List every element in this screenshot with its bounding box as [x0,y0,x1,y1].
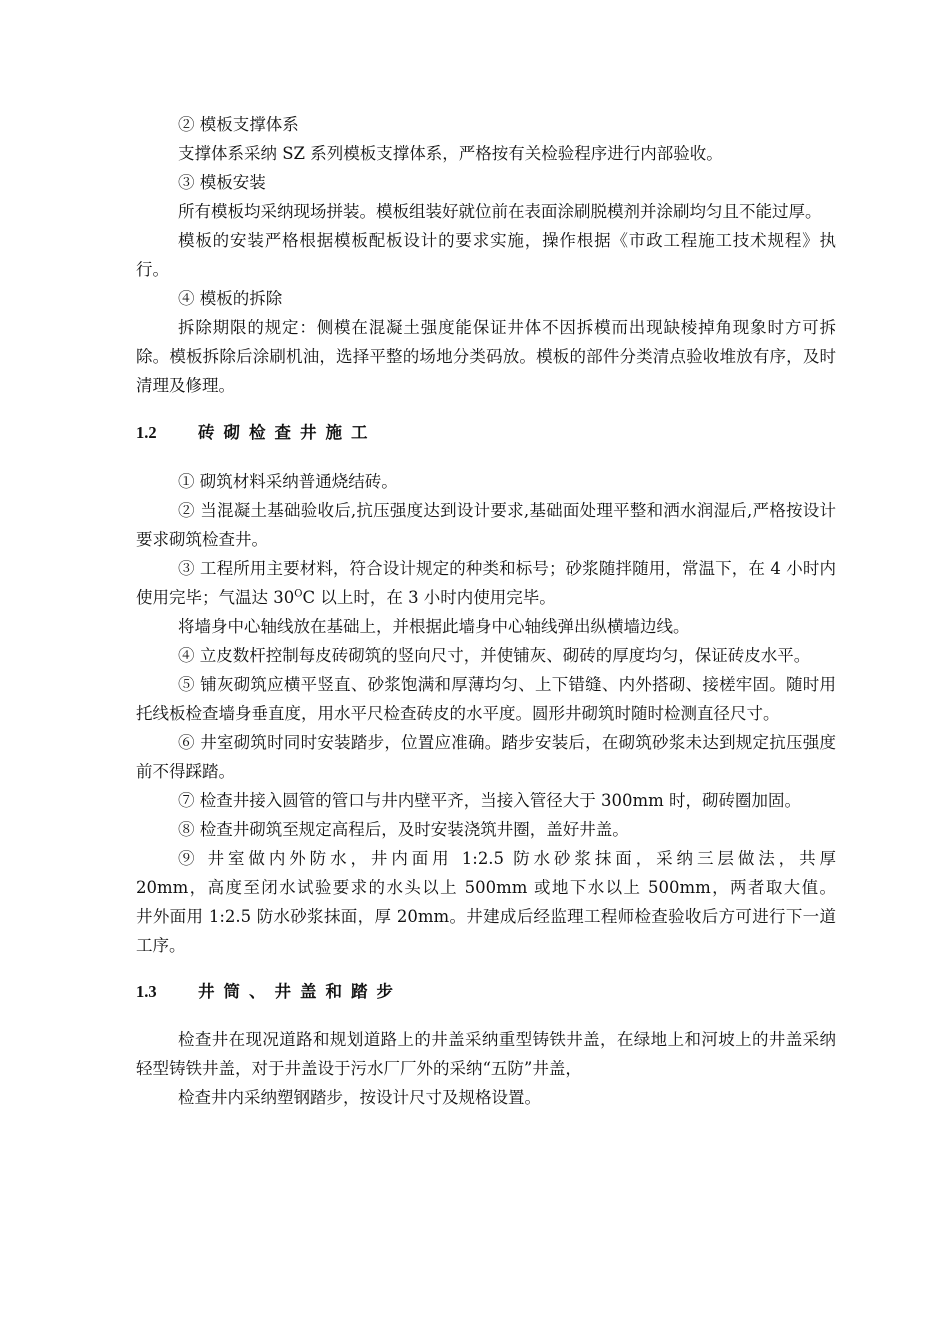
paragraph-plastic-steps: 检查井内采纳塑钢踏步，按设计尺寸及规格设置。 [178,1088,541,1107]
paragraph-mortar-laying: ⑤ 铺灰砌筑应横平竖直、砂浆饱满和厚薄均匀、上下错缝、内外搭砌、接槎牢固。随时用托线板检查墙身垂直度，用水平尺检查砖皮的水平度。圆形井砌筑时随时检测直径尺寸。 [136,675,836,723]
paragraph-formwork-install-rules: 模板的安装严格根据模板配板设计的要求实施，操作根据《市政工程施工技术规程》执行。 [136,231,836,279]
paragraph-formwork-removal-heading: ④ 模板的拆除 [178,289,283,308]
paragraph-formwork-support-heading: ② 模板支撑体系 [178,115,299,134]
paragraph-mortar-usage [136,554,836,612]
waterproofing-line-1: ⑨ 井室做内外防水，井内面用 1:2.5 防水砂浆抹面，采纳三层做法，共厚 [178,849,836,868]
section-heading-1-3 [136,977,836,1006]
paragraph-brick-material: ① 砌筑材料采纳普通烧结砖。 [178,472,398,491]
paragraph-step-installation: ⑥ 井室砌筑时同时安装踏步，位置应准确。踏步安装后，在砌筑砂浆未达到规定抗压强度前不得踩踏。 [136,733,836,781]
paragraph-formwork-removal: 拆除期限的规定：侧模在混凝土强度能保证井体不因拆模而出现缺棱掉角现象时方可拆除。模板拆除后涂刷机油，选择平整的场地分类码放。模板的部件分类清点验收堆放有序，及时清理及修理。 [136,318,836,395]
section-heading-1-2 [136,418,836,447]
degree-superscript: O [294,588,303,600]
waterproofing-line-3: 井外面用 1:2.5 防水砂浆抹面，厚 20mm。井建成后经监理工程师检查验收后方可进行下一道工序。 [136,907,836,955]
paragraph-foundation-acceptance: ② 当混凝土基础验收后,抗压强度达到设计要求,基础面处理平整和洒水润湿后,严格按设计要求砌筑检查井。 [136,501,836,549]
mortar-text-part-2: C 以上时，在 3 小时内使用完毕。 [302,588,556,607]
paragraph-manhole-covers: 检查井在现况道路和规划道路上的井盖采纳重型铸铁井盖，在绿地上和河坡上的井盖采纳轻型铸铁井盖，对于井盖设于污水厂厂外的采纳“五防”井盖， [136,1030,836,1078]
paragraph-waterproofing [136,844,836,960]
paragraph-formwork-install-heading: ③ 模板安装 [178,173,266,192]
paragraph-well-ring: ⑧ 检查井砌筑至规定高程后，及时安装浇筑井圈，盖好井盖。 [178,820,629,839]
waterproofing-line-2: 20mm，高度至闭水试验要求的水头以上 500mm 或地下水以上 500mm，两者取大值。 [136,878,836,897]
section-title: 砖砌检查井施工 [198,423,377,442]
paragraph-formwork-assembly: 所有模板均采纳现场拼装。模板组装好就位前在表面涂刷脱模剂并涂刷均匀且不能过厚。 [178,202,822,221]
paragraph-formwork-support: 支撑体系采纳 SZ 系列模板支撑体系，严格按有关检验程序进行内部验收。 [178,144,723,163]
mortar-text-part-1: ③ 工程所用主要材料，符合设计规定的种类和标号；砂浆随拌随用，常温下，在 4 小时内使用完毕；气温达 30 [136,559,836,607]
section-number: 1.3 [136,982,157,1001]
document-body [136,110,836,1112]
paragraph-pipe-inlet: ⑦ 检查井接入圆管的管口与井内壁平齐，当接入管径大于 300mm 时，砌砖圈加固。 [178,791,802,810]
paragraph-course-pole: ④ 立皮数杆控制每皮砖砌筑的竖向尺寸，并使铺灰、砌砖的厚度均匀，保证砖皮水平。 [178,646,811,665]
section-title: 井筒、井盖和踏步 [198,982,402,1001]
paragraph-wall-axis: 将墙身中心轴线放在基础上，并根据此墙身中心轴线弹出纵横墙边线。 [178,617,690,636]
section-number: 1.2 [136,423,157,442]
